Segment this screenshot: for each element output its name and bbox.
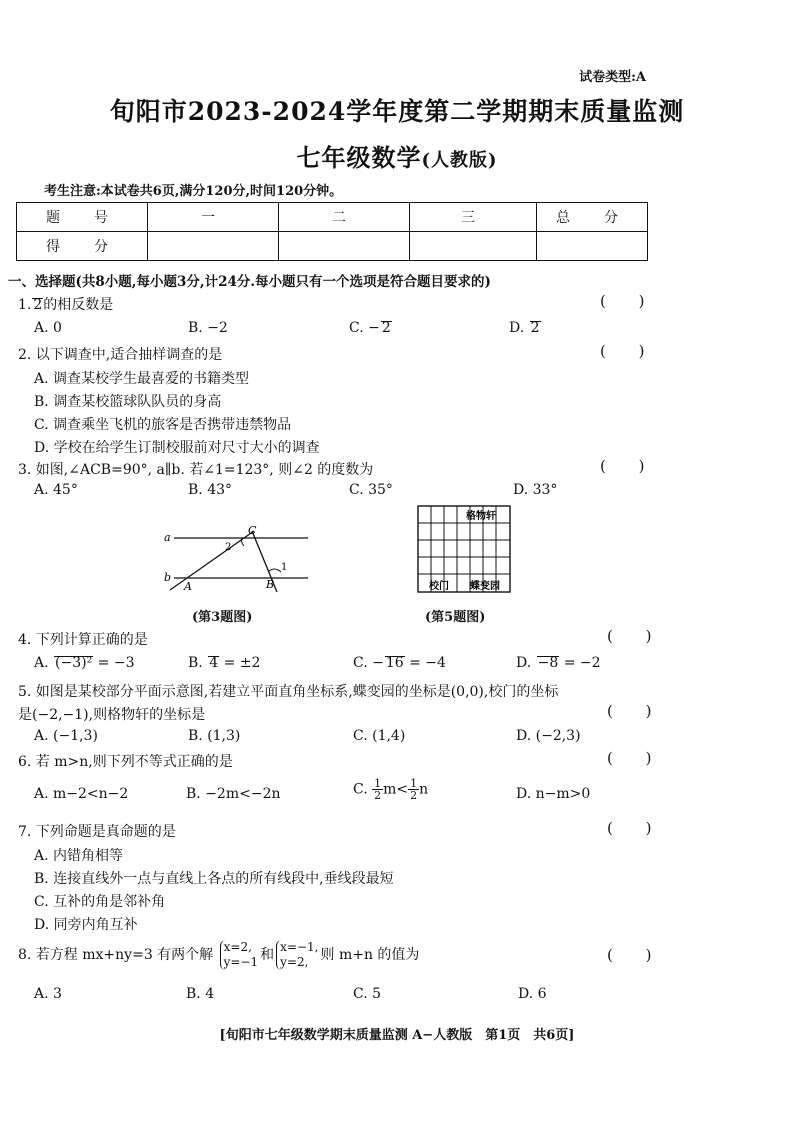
solution-2-system <box>276 940 318 970</box>
garden-label: 蝶变园 <box>470 581 500 592</box>
q1-number: 1. <box>18 297 32 313</box>
figure-3-caption: (第3题图) <box>192 610 253 625</box>
option-c[interactable]: C. 互补的角是邻补角 <box>34 894 166 910</box>
score-table-header-row <box>17 203 648 232</box>
score-input-cell[interactable] <box>410 232 537 261</box>
option-c[interactable] <box>353 655 446 671</box>
fig3-label-b: b <box>164 571 172 584</box>
option-c-prefix: C. − <box>353 655 384 671</box>
exam-subtitle <box>0 138 794 173</box>
score-input-cell[interactable] <box>148 232 279 261</box>
option-a[interactable]: A. m−2<n−2 <box>34 786 129 802</box>
sol2-y: y=2, <box>280 955 309 969</box>
q8-text-post: 则 m+n 的值为 <box>320 947 420 963</box>
option-d-prefix: D. <box>516 655 536 671</box>
sol2-x: x=−1, <box>280 940 319 954</box>
option-c-suffix: n <box>419 781 429 798</box>
q8-join: 和 <box>260 947 275 963</box>
sqrt-radical: −8 <box>537 655 559 671</box>
option-a[interactable] <box>34 655 134 671</box>
option-a[interactable]: A. 3 <box>34 986 62 1002</box>
sqrt-radical: 4 <box>209 655 219 671</box>
option-c[interactable] <box>353 778 428 801</box>
question-7-stem: 7. 下列命题是真命题的是 <box>18 824 176 840</box>
section-heading: 一、选择题(共8小题,每小题3分,计24分.每小题只有一个选项是符合题目要求的) <box>8 274 491 290</box>
q8-text-pre: 8. 若方程 mx+ny=3 有两个解 <box>18 947 214 963</box>
angle-1-arc <box>268 569 281 572</box>
exam-notice: 考生注意:本试卷共6页,满分120分,时间120分钟。 <box>44 184 343 199</box>
score-input-cell[interactable] <box>279 232 410 261</box>
option-c[interactable]: C. 35° <box>349 482 393 498</box>
answer-bracket[interactable]: ( ) <box>607 819 666 837</box>
sol1-x: x=2, <box>223 940 252 954</box>
option-d-result: = −2 <box>559 655 601 671</box>
option-d[interactable]: D. n−m>0 <box>516 786 591 802</box>
question-5-stem-line2: 是(−2,−1),则格物轩的坐标是 <box>18 707 206 723</box>
option-a[interactable]: A. 调查某校学生最喜爱的书籍类型 <box>34 371 250 387</box>
option-d[interactable] <box>516 655 601 671</box>
answer-bracket[interactable]: ( ) <box>607 702 666 720</box>
paper-type: 试卷类型:A <box>579 70 646 85</box>
option-a-result: = −3 <box>93 655 135 671</box>
option-b[interactable]: B. 43° <box>188 482 233 498</box>
score-cell: 总 分 <box>537 203 648 232</box>
answer-bracket[interactable]: ( ) <box>607 749 666 767</box>
option-b-prefix: B. <box>188 655 208 671</box>
sqrt-radical: 2 <box>33 297 43 313</box>
question-2-stem: 2. 以下调查中,适合抽样调查的是 <box>18 347 223 363</box>
fig3-label-B: B <box>266 578 275 591</box>
option-c[interactable]: C. (1,4) <box>353 728 406 744</box>
sqrt-radical: 16 <box>385 655 404 671</box>
option-b-result: = ±2 <box>219 655 261 671</box>
edition: (人教版) <box>421 150 498 171</box>
option-b[interactable]: B. −2 <box>188 320 228 336</box>
fig3-label-2: 2 <box>225 542 232 553</box>
figure-5-grid-map <box>417 505 513 595</box>
option-d[interactable]: D. 学校在给学生订制校服前对尺寸大小的调查 <box>34 440 320 456</box>
fraction-denominator: 2 <box>374 789 382 802</box>
figure-5-caption: (第5题图) <box>425 610 486 625</box>
solution-1-system <box>220 940 259 970</box>
question-4-stem: 4. 下列计算正确的是 <box>18 632 148 648</box>
fig3-label-A: A <box>184 580 192 593</box>
option-c[interactable] <box>349 320 392 336</box>
option-d[interactable]: D. 33° <box>513 482 558 498</box>
figure-3-diagram <box>160 522 320 594</box>
option-c-prefix: C. <box>353 781 368 798</box>
answer-bracket[interactable]: ( ) <box>600 457 659 475</box>
map-grid <box>418 506 510 592</box>
q1-text: 的相反数是 <box>43 297 114 313</box>
question-1-stem <box>18 294 113 314</box>
option-a-prefix: A. <box>34 655 54 671</box>
option-d[interactable]: D. (−2,3) <box>516 728 581 744</box>
option-d[interactable]: D. 同旁内角互补 <box>34 917 138 933</box>
option-b[interactable]: B. −2m<−2n <box>186 786 281 802</box>
score-table <box>16 202 648 261</box>
answer-bracket[interactable]: ( ) <box>600 292 659 310</box>
option-a[interactable]: A. 45° <box>34 482 78 498</box>
fig3-label-a: a <box>164 531 171 544</box>
fig3-label-C: C <box>248 524 257 537</box>
option-a[interactable]: A. 内错角相等 <box>34 848 124 864</box>
answer-bracket[interactable]: ( ) <box>607 946 666 964</box>
sqrt-radical: 2 <box>530 320 540 336</box>
sol1-y: y=−1 <box>223 955 259 969</box>
pavilion-label: 格物轩 <box>466 511 496 522</box>
fraction-numerator: 1 <box>410 777 418 790</box>
option-c-middle: m< <box>383 781 409 798</box>
subject: 七年级数学 <box>296 143 422 172</box>
exam-title: 旬阳市2023-2024学年度第二学期期末质量监测 <box>109 97 685 126</box>
score-cell: 二 <box>279 203 410 232</box>
option-b[interactable]: B. 调查某校篮球队队员的身高 <box>34 394 222 410</box>
score-cell: 一 <box>148 203 279 232</box>
option-c[interactable]: C. 调查乘坐飞机的旅客是否携带违禁物品 <box>34 417 292 433</box>
question-6-stem: 6. 若 m>n,则下列不等式正确的是 <box>18 754 233 770</box>
fraction-denominator: 2 <box>410 789 418 802</box>
option-a[interactable]: A. 0 <box>34 320 62 336</box>
sqrt-radical: (−3)² <box>55 655 93 671</box>
score-cell: 得 分 <box>17 232 148 261</box>
option-b[interactable]: B. (1,3) <box>188 728 241 744</box>
option-c-prefix: C. − <box>349 320 380 336</box>
option-c[interactable]: C. 5 <box>353 986 382 1002</box>
question-8-stem <box>18 940 419 970</box>
option-d-prefix: D. <box>509 320 529 336</box>
score-cell: 题 号 <box>17 203 148 232</box>
fig3-label-1: 1 <box>281 562 288 573</box>
option-b[interactable] <box>188 655 260 671</box>
fraction-half <box>372 778 383 801</box>
option-c-result: = −4 <box>404 655 446 671</box>
option-b[interactable]: B. 连接直线外一点与直线上各点的所有线段中,垂线段最短 <box>34 871 394 887</box>
page-footer: [旬阳市七年级数学期末质量监测 A−人教版 第1页 共6页] <box>219 1028 575 1043</box>
option-d[interactable]: D. 6 <box>518 986 547 1002</box>
score-input-cell[interactable] <box>537 232 648 261</box>
fraction-numerator: 1 <box>374 777 382 790</box>
question-5-stem-line1: 5. 如图是某校部分平面示意图,若建立平面直角坐标系,蝶变园的坐标是(0,0),校门的坐标 <box>18 684 559 700</box>
answer-bracket[interactable]: ( ) <box>600 342 659 360</box>
score-table-score-row <box>17 232 648 261</box>
score-cell: 三 <box>410 203 537 232</box>
answer-bracket[interactable]: ( ) <box>607 627 666 645</box>
option-d[interactable] <box>509 320 541 336</box>
question-3-stem: 3. 如图,∠ACB=90°, a∥b. 若∠1=123°, 则∠2 的度数为 <box>18 462 374 478</box>
sqrt-radical: 2 <box>381 320 391 336</box>
fraction-half <box>408 778 419 801</box>
option-b[interactable]: B. 4 <box>186 986 215 1002</box>
gate-label: 校门 <box>429 581 449 592</box>
option-a[interactable]: A. (−1,3) <box>34 728 98 744</box>
